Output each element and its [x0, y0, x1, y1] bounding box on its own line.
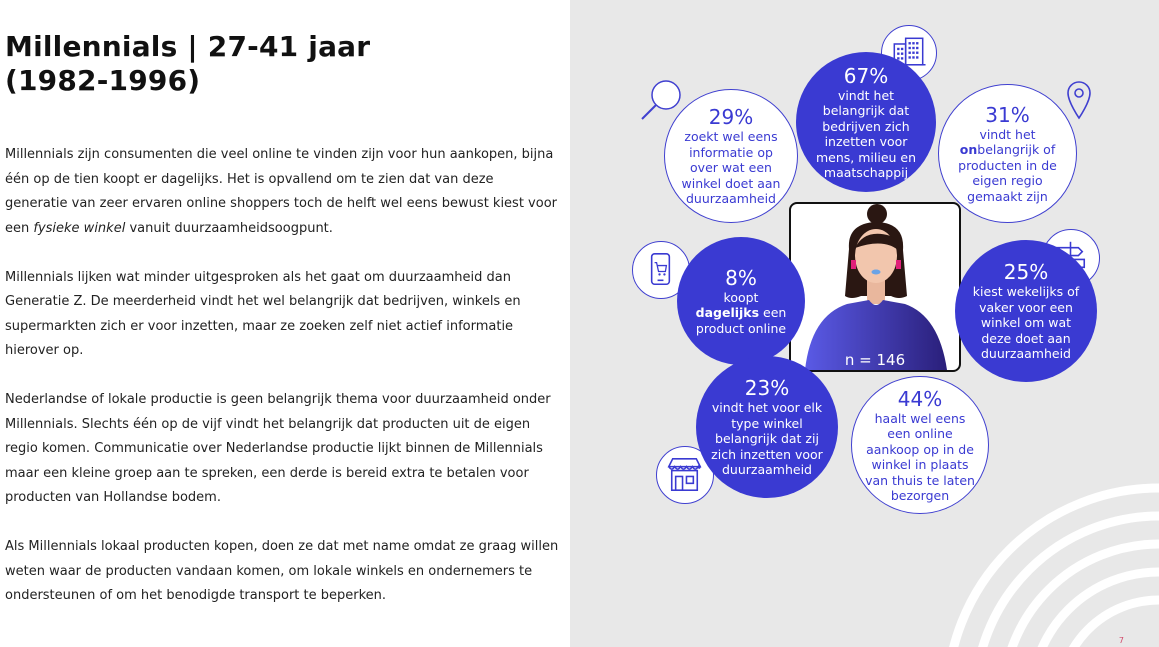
paragraph-4: Als Millennials lokaal producten kopen, doen ze dat met name omdat ze graag willen weten waar de producten vandaan komen, om lokale winkels en ondernemers te ondersteunen of om het benodigde transport te beperken. — [5, 539, 559, 603]
person-photo — [789, 202, 961, 372]
stat-bubble-67: 67% vindt het belangrijk dat bedrijven zich inzetten voor mens, milieu en maatschappij — [796, 52, 936, 192]
stat-bubble-23: 23% vindt het voor elk type winkel belangrijk dat zij zich inzetten voor duurzaamheid — [696, 356, 838, 498]
woman-illustration — [791, 204, 959, 370]
stat-bubble-29: 29% zoekt wel eens informatie op over wat een winkel doet aan duurzaamheid — [664, 89, 798, 223]
italic-phrase: fysieke winkel — [33, 220, 126, 236]
paragraph-1: Millennials zijn consumenten die veel online te vinden zijn voor hun aankopen, bijna één op de tien koopt er dagelijks. Het is opvallend om te zien dat van deze generatie van zeer ervaren online shoppers toch de helft wel eens bewust kiest voor een fysieke winkel vanuit duurzaamheidsoogpunt. — [5, 147, 558, 236]
title-line-2: (1982-1996) — [5, 64, 201, 97]
sample-size: n = 146 — [844, 351, 906, 369]
stat-bubble-25: 25% kiest wekelijks of vaker voor een winkel om wat deze doet aan duurzaamheid — [955, 240, 1097, 382]
stat-bubble-31: 31% vindt het onbelangrijk of producten in de eigen regio gemaakt zijn — [938, 84, 1077, 223]
stat-bubble-44: 44% haalt wel eens een online aankoop op in de winkel in plaats van thuis te laten bezorgen — [851, 376, 989, 514]
infographic-panel — [570, 0, 1159, 647]
page-title — [5, 30, 370, 98]
page-number: 7 — [1118, 636, 1124, 645]
location-pin-icon — [1066, 80, 1092, 120]
stat-bubble-8: 8% koopt dagelijks een product online — [677, 237, 805, 365]
body-text — [5, 143, 560, 633]
text-column — [0, 0, 570, 647]
paragraph-3: Nederlandse of lokale productie is geen belangrijk thema voor duurzaamheid onder Millennials. Slechts één op de vijf vindt het belangrijk dat producten uit de eigen regio komen. Communicatie over Nederlandse productie lijkt binnen de Millennials maar een kleine groep aan te spreken, een derde is bereid extra te betalen voor producten van Hollandse bodem. — [5, 392, 551, 505]
paragraph-2: Millennials lijken wat minder uitgesproken als het gaat om duurzaamheid dan Generatie Z. De meerderheid vindt het wel belangrijk dat bedrijven, winkels en supermarkten zich er voor inzetten, maar ze zoeken zelf niet actief informatie hierover op. — [5, 269, 521, 358]
title-line-1: Millennials | 27-41 jaar — [5, 30, 371, 63]
